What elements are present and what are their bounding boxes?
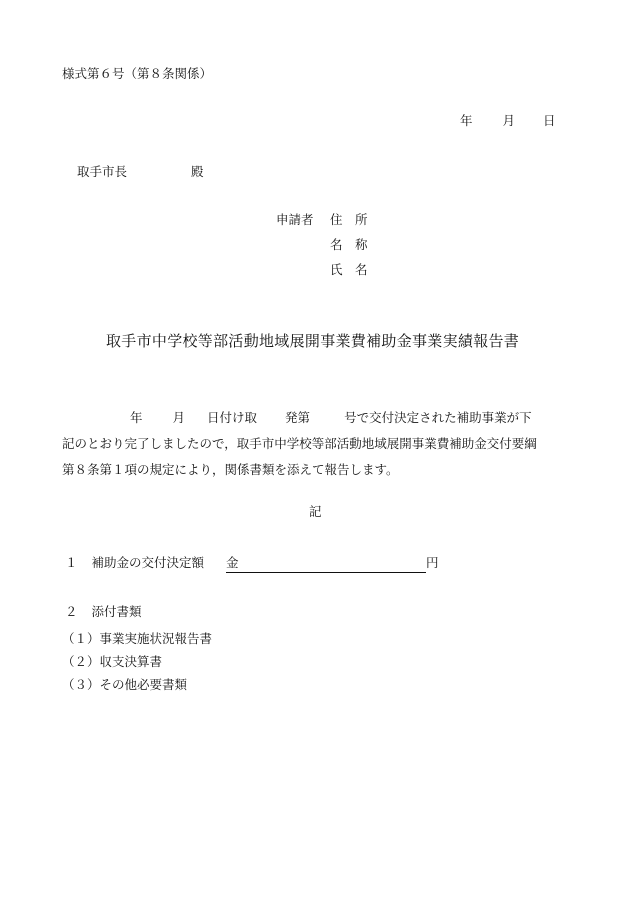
item-grant-amount xyxy=(65,553,439,573)
form-number: 様式第６号（第８条関係） xyxy=(62,66,213,81)
date-year: 年 xyxy=(460,113,473,128)
attachment-item: （２）収支決算書 xyxy=(62,654,163,669)
body-day-prefix: 日付け取 xyxy=(207,410,258,425)
addressee-name: 取手市長 xyxy=(77,164,128,179)
date-month: 月 xyxy=(502,113,516,128)
body-issue: 発第 xyxy=(285,410,311,425)
attachment-item: （１）事業実施状況報告書 xyxy=(62,631,213,646)
body-line-3: 第８条第１項の規定により，関係書類を添えて報告します。 xyxy=(62,462,399,477)
applicant-person-label: 氏 名 xyxy=(330,262,368,277)
body-month: 月 xyxy=(172,410,186,425)
date-line xyxy=(460,111,556,129)
addressee xyxy=(77,162,204,180)
addressee-honorific: 殿 xyxy=(191,164,204,179)
date-day: 日 xyxy=(543,113,556,128)
amount-field[interactable] xyxy=(226,553,426,573)
item2-label: 添付書類 xyxy=(91,604,142,619)
document-title: 取手市中学校等部活動地域展開事業費補助金事業実績報告書 xyxy=(106,332,520,350)
body-rest: 号で交付決定された補助事業が下 xyxy=(344,410,532,425)
amount-suffix: 円 xyxy=(426,555,439,570)
applicant-address-label: 住 所 xyxy=(330,212,368,227)
attachment-item: （３）その他必要書類 xyxy=(62,677,188,692)
ki-heading: 記 xyxy=(309,504,322,519)
item-attachments xyxy=(65,602,142,620)
body-line-2: 記のとおり完了しましたので，取手市中学校等部活動地域展開事業費補助金交付要綱 xyxy=(62,436,537,451)
amount-prefix: 金 xyxy=(226,555,239,570)
attachment-list xyxy=(62,627,212,696)
item2-number: ２ xyxy=(65,604,78,619)
item1-label: 補助金の交付決定額 xyxy=(91,555,205,570)
applicant-label: 申請者 xyxy=(276,212,314,227)
body-line-1 xyxy=(62,405,572,431)
applicant-name-label: 名 称 xyxy=(330,237,368,252)
body-year: 年 xyxy=(130,410,143,425)
body-paragraph xyxy=(62,405,572,483)
item1-number: １ xyxy=(65,555,78,570)
